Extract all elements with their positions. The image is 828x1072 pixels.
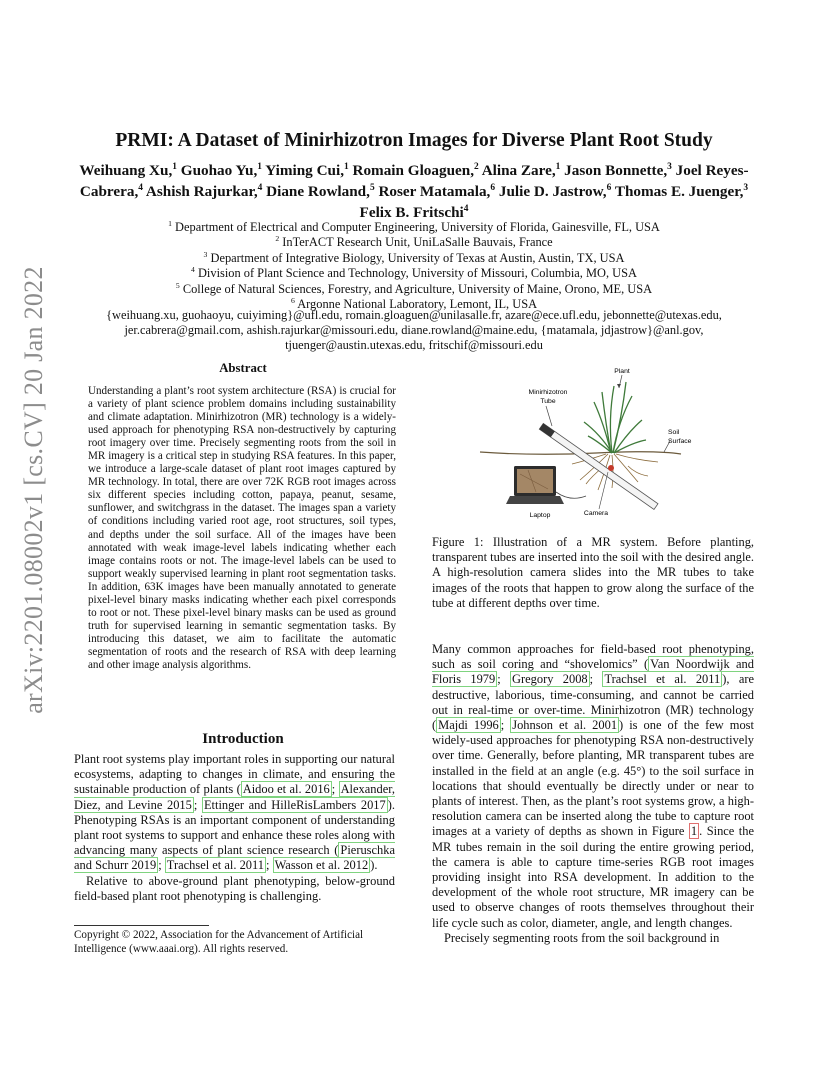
- citation-link[interactable]: Pieruschka and Schurr 2019: [74, 843, 395, 873]
- figure-label-soil: Soil: [668, 429, 680, 436]
- right-column-body: [432, 642, 754, 946]
- abstract-heading: Abstract: [219, 361, 267, 375]
- author: Guohao Yu,$^1$: [180, 161, 262, 179]
- email-list: [60, 308, 768, 354]
- affiliation-list: [60, 220, 768, 312]
- arxiv-sidebar-stamp: [14, 266, 54, 714]
- email-line: tjuenger@austin.utexas.edu, fritschif@missouri.edu: [285, 338, 543, 353]
- figure-reference-link[interactable]: 1: [690, 824, 698, 839]
- citation-link[interactable]: Majdi 1996: [438, 718, 499, 733]
- citation-link[interactable]: Ettinger and HilleRisLambers 2017: [203, 797, 386, 812]
- figure-label-soil: Surface: [668, 438, 692, 445]
- author-list: [74, 160, 754, 223]
- citation-link[interactable]: Aidoo et al. 2016: [242, 782, 330, 797]
- citation-link[interactable]: Trachsel et al. 2011: [604, 672, 721, 687]
- figure-label-camera: Camera: [583, 510, 609, 517]
- figure-label-tube: Minirhizotron: [528, 389, 568, 396]
- author: Jason Bonnette,$^3$: [564, 161, 672, 179]
- citation-link[interactable]: Van Noordwijk and Floris 1979: [432, 657, 754, 687]
- author: Diane Rowland,$^5$: [266, 182, 375, 200]
- affiliation: $^2$ InTerACT Research Unit, UniLaSalle Bauvais, France: [275, 234, 553, 250]
- citation-link[interactable]: Johnson et al. 2001: [512, 718, 618, 733]
- author: Joel Reyes-Cabrera,$^4$: [79, 162, 749, 200]
- copyright-footnote: Copyright © 2022, Association for the Advancement of Artificial Intelligence (www.aaai.org). All rights reserved.: [74, 929, 364, 955]
- email-line: {weihuang.xu, guohaoyu, cuiyiming}@ufl.edu, romain.gloaguen@unilasalle.fr, azare@ece.ufl.edu, jebonnette@utexas.edu,: [106, 308, 722, 322]
- author: Julie D. Jastrow,$^6$: [498, 182, 612, 200]
- mr-system-figure: [476, 364, 746, 524]
- figure-label-tube: Tube: [540, 398, 556, 405]
- body-paragraph: Precisely segmenting roots from the soil background in: [444, 930, 720, 945]
- body-paragraph: Many common approaches for field-based root phenotyping, such as soil coring and “shovelomics” ( Van Noordwijk and Floris 1979 ; Gregory 2008 ; Trachsel et al. 2011 ), are destructive, laborious, time-consuming, and cannot be carried out in real-time or over-time. Minirhizotron (MR) technology ( Majdi 1996 ; Johnson et al. 2001 ) is one of the few most widely-used approaches for phenotyping RSA non-destructively over time. Generally, before planting, MR transparent tubes are installed in the field at an angle (e.g. 45°) to the soil surface in locations that should eventually be directly under or near to plants of interest. Then, as the plant’s root systems grow, a high-resolution camera can be inserted along the tube to capture root images at a variety of depths as shown in Figure 1 . Since the MR tubes remain in the soil during the entire growing period, the camera is able to capture time-series RGB root images providing insight into RSA development. In addition to the development of the whole root structure, MR imagery can be used to observe changes of roots themselves throughout their life cycle such as color, diameter, angle, and length changes.: [432, 642, 755, 930]
- introduction-heading: Introduction: [202, 731, 284, 747]
- citation-link[interactable]: Wasson et al. 2012: [274, 858, 369, 873]
- author: Alina Zare,$^1$: [481, 161, 561, 179]
- author: Ashish Rajurkar,$^4$: [145, 182, 263, 200]
- affiliation: $^4$ Division of Plant Science and Technology, University of Missouri, Columbia, MO, USA: [191, 265, 637, 281]
- citation-link[interactable]: Gregory 2008: [512, 672, 588, 687]
- figure-label-laptop: Laptop: [529, 512, 551, 519]
- author: Yiming Cui,$^1$: [265, 161, 349, 179]
- citation-link[interactable]: Alexander, Diez, and Levine 2015: [74, 782, 395, 812]
- author: Thomas E. Juenger,$^3$: [614, 182, 749, 200]
- author: Felix B. Fritschi$^4$: [359, 203, 469, 221]
- footnote-rule: [74, 925, 209, 926]
- author: Roser Matamala,$^6$: [378, 182, 496, 200]
- affiliation: $^1$ Department of Electrical and Computer Engineering, University of Florida, Gainesville, FL, USA: [168, 218, 660, 234]
- intro-paragraph: Relative to above-ground plant phenotyping, below-ground field-based plant root phenotyping is challenging.: [74, 873, 395, 903]
- arxiv-id-label: arXiv:2201.08002v1 [cs.CV] 20 Jan 2022: [19, 266, 48, 714]
- paper-title: PRMI: A Dataset of Minirhizotron Images for Diverse Plant Root Study: [115, 130, 713, 151]
- intro-paragraph: Plant root systems play important roles in supporting our natural ecosystems, adapting to changes in climate, and ensuring the sustainable production of plants ( Aidoo et al. 2016 ; Alexander, Diez, and Levine 2015 ; Ettinger and HilleRisLambers 2017 ). Phenotyping RSAs is an important component of understanding plant root systems to support and enhance these roles along with advancing many aspects of plant science research ( Pieruschka and Schurr 2019 ; Trachsel et al. 2011 ; Wasson et al. 2012 ).: [74, 752, 395, 873]
- affiliation: $^5$ College of Natural Sciences, Forestry, and Agriculture, University of Maine, Orono, ME, USA: [175, 280, 653, 296]
- figure-caption: Figure 1: Illustration of a MR system. Before planting, transparent tubes are inserted into the soil with the desired angle. A high-resolution camera slides into the MR tubes to take images of the roots that happen to grow along the surface of the tube at different depths over time.: [432, 535, 754, 610]
- affiliation: $^3$ Department of Integrative Biology, University of Texas at Austin, Austin, TX, USA: [203, 249, 625, 265]
- email-line: jer.cabrera@gmail.com, ashish.rajurkar@missouri.edu, diane.rowland@maine.edu, {matamala, jdjastrow}@anl.gov,: [124, 323, 704, 338]
- author: Weihuang Xu,$^1$: [79, 161, 177, 179]
- author: Romain Gloaguen,$^2$: [352, 161, 479, 179]
- affiliation: $^6$ Argonne National Laboratory, Lemont, IL, USA: [290, 295, 538, 312]
- citation-link[interactable]: Trachsel et al. 2011: [166, 858, 264, 873]
- figure-label-plant: Plant: [614, 368, 630, 375]
- introduction-body: [74, 752, 395, 904]
- abstract-body: Understanding a plant’s root system architecture (RSA) is crucial for a variety of plant science problem domains including sustainability and climate adaptation. Minirhizotron (MR) technology is a widely-used approach for phenotyping RSA non-destructively by capturing root imagery over time. Precisely segmenting roots from the soil in MR imagery is a critical step in studying RSA features. In this paper, we introduce a large-scale dataset of plant root images captured by MR technology. In total, there are over 72K RGB root images across six different species including cotton, papaya, peanut, sesame, sunflower, and switchgrass in the dataset. The images span a variety of conditions including varied root age, root structures, soil types, and depths under the soil surface. All of the images have been annotated with weak image-level labels indicating whether each image contains roots or not. The image-level labels can be used to support weakly supervised learning in plant root segmentation tasks. In addition, 63K images have been manually annotated to generate pixel-level binary masks indicating whether each pixel corresponds to root or not. These pixel-level binary masks can be used as ground truth for supervised learning in semantic segmentation tasks. By introducing this dataset, we aim to facilitate the automatic segmentation of roots and the research of RSA with deep learning and other image analysis algorithms.: [88, 385, 396, 671]
